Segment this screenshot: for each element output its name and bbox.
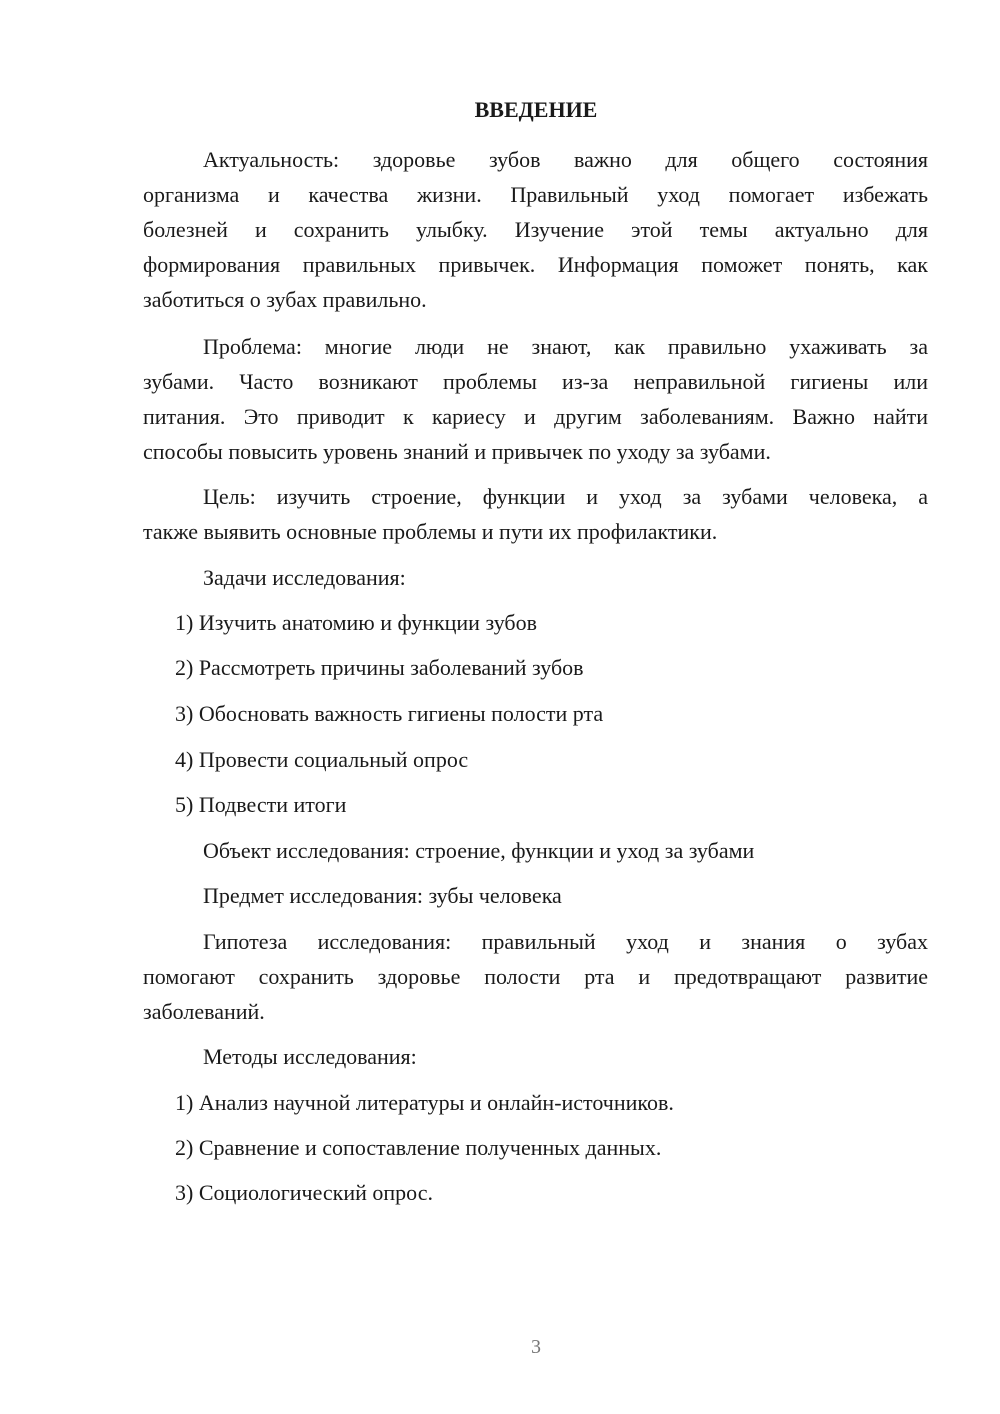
paragraph-hypothesis-line: заболеваний. [143, 999, 265, 1024]
paragraph-relevance-line: организма и качества жизни. Правильный уход помогает избежать [143, 182, 928, 207]
paragraph-goal-line: Цель: изучить строение, функции и уход за зубами человека, а [203, 484, 928, 509]
method-item: 2) Сравнение и сопоставление полученных данных. [175, 1135, 662, 1160]
paragraph-relevance-line: Актуальность: здоровье зубов важно для общего состояния [203, 147, 928, 172]
methods-heading: Методы исследования: [203, 1044, 417, 1069]
paragraph-relevance-line: заботиться о зубах правильно. [143, 287, 427, 312]
method-item: 3) Социологический опрос. [175, 1180, 433, 1205]
paragraph-goal-line: также выявить основные проблемы и пути их профилактики. [143, 519, 718, 544]
paragraph-problem-line: питания. Это приводит к кариесу и другим заболеваниям. Важно найти [143, 404, 928, 429]
paragraph-problem-line: зубами. Часто возникают проблемы из-за неправильной гигиены или [143, 369, 928, 394]
page-number: 3 [531, 1336, 541, 1358]
research-object: Объект исследования: строение, функции и уход за зубами [203, 838, 755, 863]
task-item: 4) Провести социальный опрос [175, 747, 469, 772]
method-item: 1) Анализ научной литературы и онлайн-источников. [175, 1090, 674, 1115]
paragraph-problem-line: способы повысить уровень знаний и привычек по уходу за зубами. [143, 439, 771, 464]
paragraph-problem-line: Проблема: многие люди не знают, как правильно ухаживать за [203, 334, 928, 359]
task-item: 3) Обосновать важность гигиены полости рта [175, 701, 604, 726]
task-item: 1) Изучить анатомию и функции зубов [175, 610, 537, 635]
page-title: ВВЕДЕНИЕ [474, 97, 598, 122]
task-item: 5) Подвести итоги [175, 792, 347, 817]
paragraph-relevance-line: формирования правильных привычек. Информация поможет понять, как [143, 252, 928, 277]
task-item: 2) Рассмотреть причины заболеваний зубов [175, 655, 584, 680]
paragraph-hypothesis-line: Гипотеза исследования: правильный уход и знания о зубах [203, 929, 928, 954]
paragraph-relevance-line: болезней и сохранить улыбку. Изучение этой темы актуально для [143, 217, 928, 242]
tasks-heading: Задачи исследования: [203, 565, 406, 590]
paragraph-hypothesis-line: помогают сохранить здоровье полости рта и предотвращают развитие [143, 964, 928, 989]
research-subject: Предмет исследования: зубы человека [203, 883, 562, 908]
